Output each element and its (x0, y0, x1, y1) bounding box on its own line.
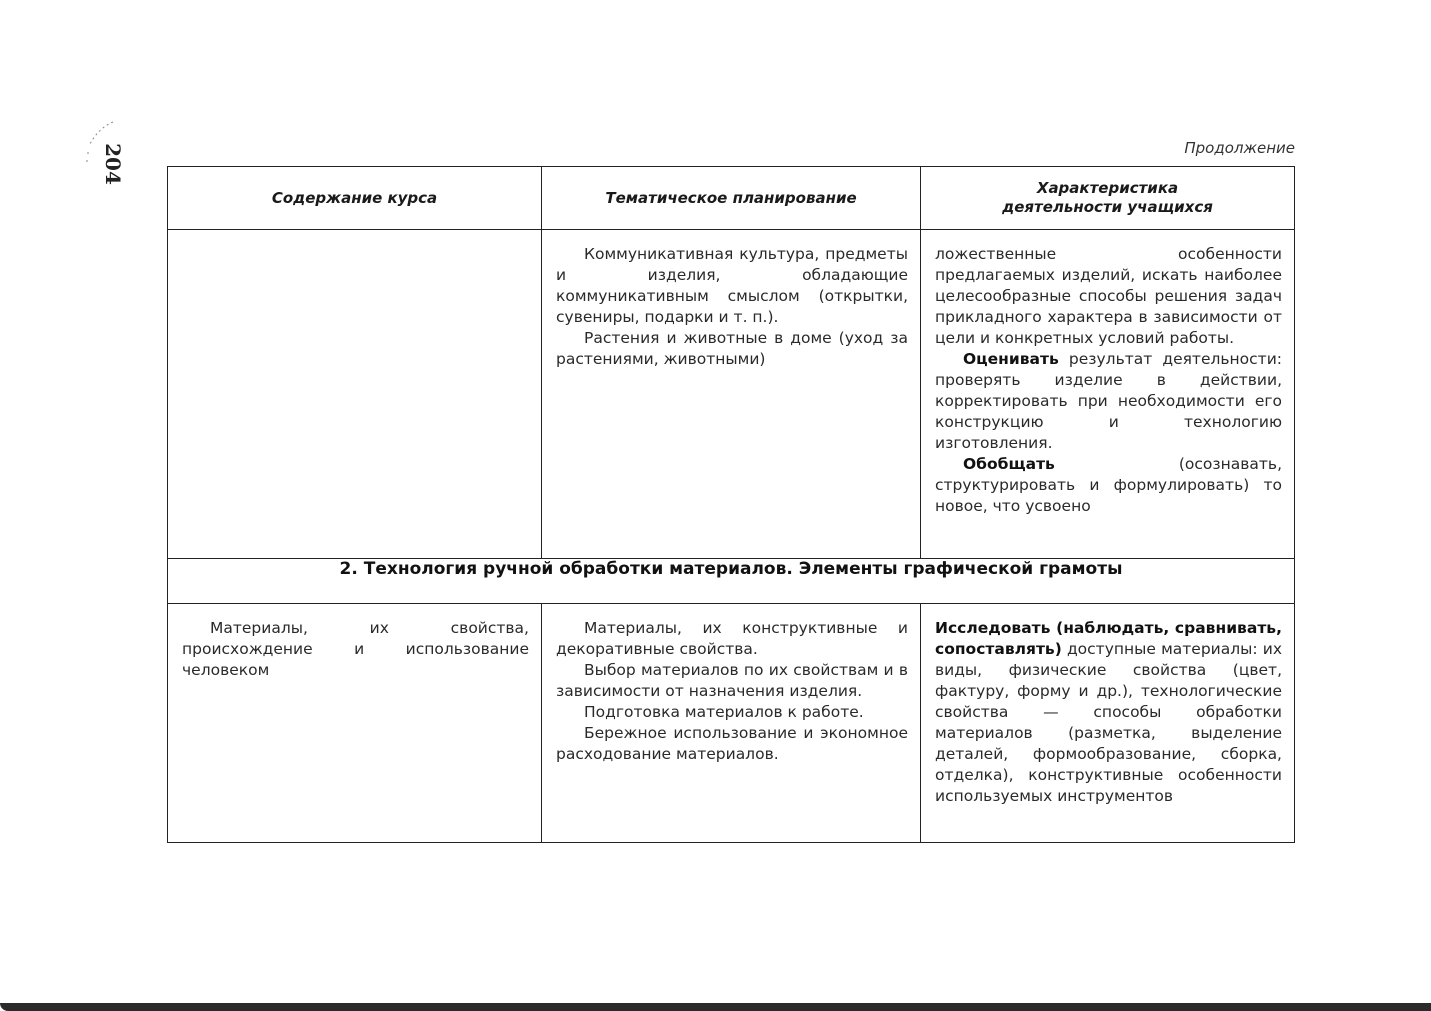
cell-student-activity (921, 604, 1295, 843)
paragraph: Подготовка материалов к работе. (584, 703, 864, 721)
cell-text (168, 230, 541, 254)
cell-course-content (168, 604, 542, 843)
table-header-row (168, 167, 1295, 230)
header-student-activity-line2: деятельности учащихся (1002, 198, 1213, 216)
activity-term: Исследовать (наблюдать, сравнивать, сопоставлять) (935, 619, 1282, 658)
table-row (168, 230, 1295, 559)
scan-bottom-edge (0, 1003, 1431, 1011)
activity-description: доступные материалы: их виды, физические свойства (цвет, фактуру, форму и др.), технологические свойства — способы обработки материалов (разметка, выделение деталей, формообразование, сборка, отделка), конструктивные особенности используемых инструментов (935, 640, 1282, 805)
header-student-activity-line1: Характеристика (1036, 179, 1179, 197)
page-number (101, 138, 125, 190)
activity-term: Обобщать (963, 455, 1055, 473)
paragraph: Материалы, их конструктивные и декоративные свойства. (556, 619, 908, 658)
header-course-content: Содержание курса (168, 167, 542, 230)
paragraph (935, 618, 1282, 807)
paragraph: Материалы, их свойства, происхождение и использование человеком (182, 619, 529, 679)
section-row (168, 559, 1295, 604)
cell-student-activity (921, 230, 1295, 559)
cell-course-content (168, 230, 542, 559)
paragraph: Выбор материалов по их свойствам и в зависимости от назначения изделия. (556, 661, 908, 700)
cell-thematic-planning (542, 230, 921, 559)
paragraph: Коммуникативная культура, предметы и изделия, обладающие коммуникативным смыслом (открытки, сувениры, подарки и т. п.). (556, 245, 908, 326)
activity-description: результат деятельности: проверять изделие в действии, корректировать при необходимости его конструкцию и технологию изготовления. (935, 350, 1282, 452)
table-row (168, 604, 1295, 843)
paragraph (935, 454, 1282, 517)
paragraph (935, 349, 1282, 454)
cell-thematic-planning (542, 604, 921, 843)
page-number-text: 204 (101, 143, 125, 185)
header-thematic-planning: Тематическое планирование (542, 167, 921, 230)
section-title: 2. Технология ручной обработки материалов. Элементы графической грамоты (168, 559, 1295, 604)
activity-term: Оценивать (963, 350, 1059, 368)
curriculum-table (167, 166, 1295, 843)
continuation-label: Продолжение (1184, 139, 1295, 157)
header-student-activity (921, 167, 1295, 230)
paragraph: ложественные особенности предлагаемых изделий, искать наиболее целесообразные способы решения задач прикладного характера в зависимости от цели и конкретных условий работы. (935, 245, 1282, 347)
activity-description: (осознавать, структурировать и формулировать) то новое, что усвоено (935, 455, 1282, 515)
paragraph: Бережное использование и экономное расходование материалов. (556, 724, 908, 763)
paragraph: Растения и животные в доме (уход за растениями, животными) (556, 329, 908, 368)
